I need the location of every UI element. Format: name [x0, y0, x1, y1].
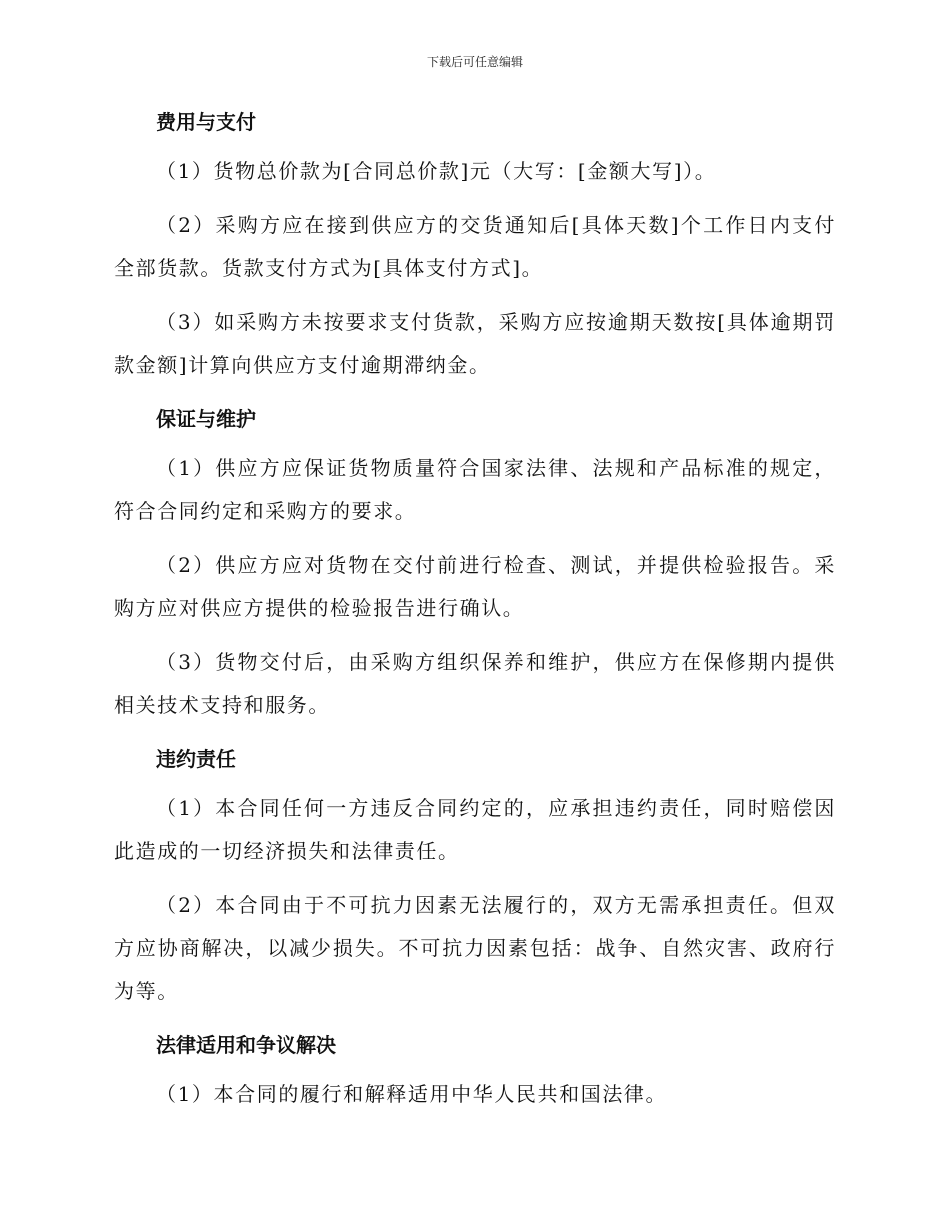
document-body: [114, 108, 836, 1116]
section-breach-liability: [114, 745, 836, 1013]
paragraph: （2）供应方应对货物在交付前进行检查、测试，并提供检验报告。采购方应对供应方提供的检验报告进行确认。: [114, 553, 836, 620]
section-warranty-and-maintenance: [114, 405, 836, 727]
section-heading: 保证与维护: [156, 407, 256, 431]
paragraph: （2）本合同由于不可抗力因素无法履行的，双方无需承担责任。但双方应协商解决，以减少损失。不可抗力因素包括：战争、自然灾害、政府行为等。: [114, 893, 836, 1003]
section-heading: 法律适用和争议解决: [156, 1033, 336, 1057]
section-heading: 违约责任: [156, 747, 236, 771]
paragraph: （1）供应方应保证货物质量符合国家法律、法规和产品标准的规定，符合合同约定和采购方的要求。: [114, 456, 836, 523]
paragraph: （1）本合同的履行和解释适用中华人民共和国法律。: [156, 1082, 668, 1106]
paragraph: （1）货物总价款为[合同总价款]元（大写：[金额大写]）。: [156, 159, 717, 183]
section-fees-and-payment: [114, 108, 836, 387]
section-governing-law-and-disputes: [114, 1031, 836, 1116]
page-header: 下载后可任意编辑: [426, 55, 523, 69]
section-heading: 费用与支付: [156, 110, 256, 134]
paragraph: （3）如采购方未按要求支付货款，采购方应按逾期天数按[具体逾期罚款金额]计算向供应方支付逾期滞纳金。: [114, 310, 836, 377]
paragraph: （2）采购方应在接到供应方的交货通知后[具体天数]个工作日内支付全部货款。货款支付方式为[具体支付方式]。: [114, 213, 836, 280]
paragraph: （3）货物交付后，由采购方组织保养和维护，供应方在保修期内提供相关技术支持和服务。: [114, 650, 836, 717]
paragraph: （1）本合同任何一方违反合同约定的，应承担违约责任，同时赔偿因此造成的一切经济损失和法律责任。: [114, 796, 836, 863]
